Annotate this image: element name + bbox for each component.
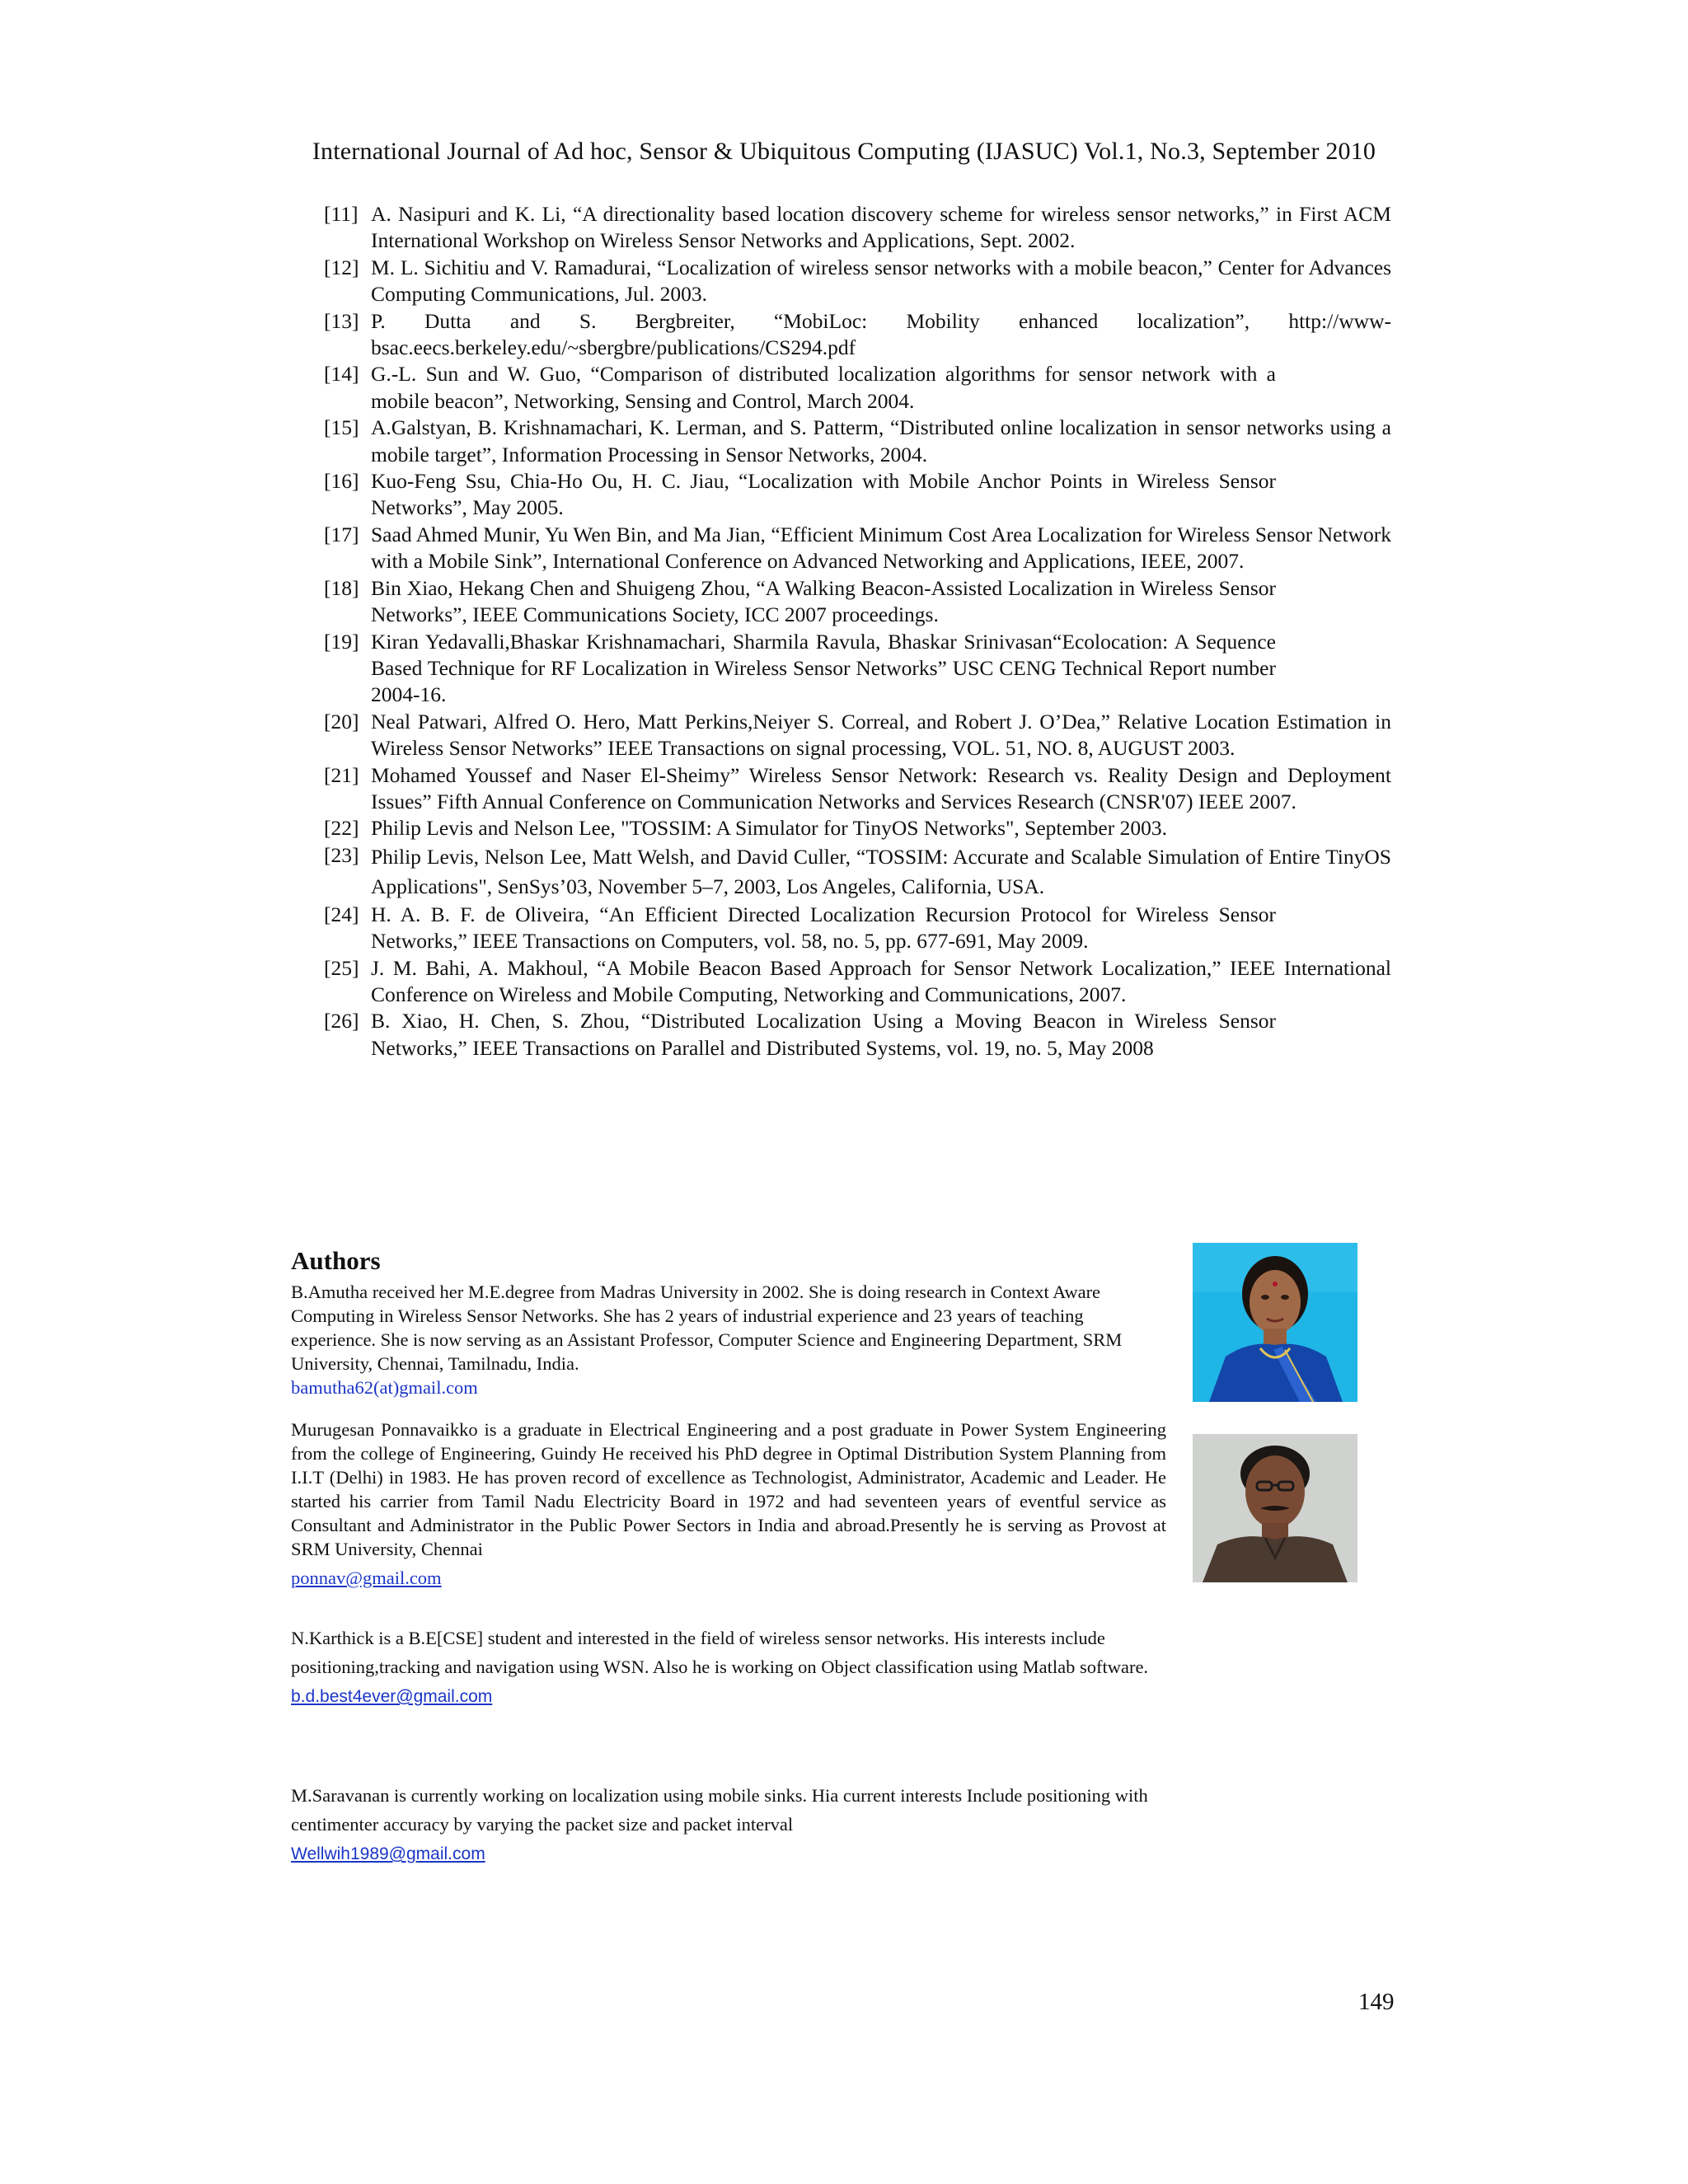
reference-18: [324, 575, 1391, 629]
reference-text: Philip Levis, Nelson Lee, Matt Welsh, and David Culler, “TOSSIM: Accurate and Scalable Simulation of Entire TinyOS Applications", SenSys’03, November 5–7, 2003, Los Angeles, California, USA.: [371, 844, 1391, 898]
reference-number: [26]: [324, 1009, 359, 1033]
reference-number: [13]: [324, 308, 359, 333]
reference-text: H. A. B. F. de Oliveira, “An Efficient Directed Localization Recursion Protocol for Wireless Sensor Networks,” IEEE Transactions on Computers, vol. 58, no. 5, pp. 677-691, May 2009.: [371, 902, 1276, 954]
reference-number: [12]: [324, 255, 359, 279]
author-photo-amutha: [1193, 1243, 1357, 1402]
reference-text: Mohamed Youssef and Naser El-Sheimy” Wireless Sensor Network: Research vs. Reality Design and Deployment Issues” Fifth Annual Conference on Communication Networks and Services Research (CNSR'07) IEEE 2007.: [371, 762, 1391, 813]
author-bio-text: N.Karthick is a B.E[CSE] student and interested in the field of wireless sensor networks. His interests include positioning,tracking and navigation using WSN. Also he is working on Object classification using Matlab software.: [291, 1628, 1149, 1677]
reference-number: [17]: [324, 522, 359, 546]
reference-number: [24]: [324, 902, 359, 926]
reference-text: P. Dutta and S. Bergbreiter, “MobiLoc: Mobility enhanced localization”, http://www-bsac.eecs.berkeley.edu/~sbergbre/publications/CS294.pdf: [371, 308, 1391, 360]
reference-text: G.-L. Sun and W. Guo, “Comparison of distributed localization algorithms for sensor network with a mobile beacon”, Networking, Sensing and Control, March 2004.: [371, 362, 1276, 413]
reference-text: Bin Xiao, Hekang Chen and Shuigeng Zhou, “A Walking Beacon-Assisted Localization in Wireless Sensor Networks”, IEEE Communications Society, ICC 2007 proceedings.: [371, 575, 1276, 627]
reference-number: [21]: [324, 762, 359, 787]
reference-number: [19]: [324, 629, 359, 654]
reference-number: [23]: [324, 842, 359, 867]
reference-text: A. Nasipuri and K. Li, “A directionality based location discovery scheme for wireless sensor networks,” in First ACM International Workshop on Wireless Sensor Networks and Applications, Sept. 2002.: [371, 202, 1391, 253]
author-bio-saravanan: [291, 1781, 1214, 1868]
reference-number: [22]: [324, 816, 359, 841]
reference-16: [324, 468, 1391, 522]
reference-12: [324, 255, 1391, 308]
page-number: 149: [1358, 1989, 1395, 2015]
reference-11: [324, 201, 1391, 255]
reference-22: [324, 815, 1391, 841]
author-email[interactable]: b.d.best4ever@gmail.com: [291, 1687, 493, 1706]
reference-19: [324, 629, 1391, 709]
author-bio-text: B.Amutha received her M.E.degree from Madras University in 2002. She is doing research in Context Aware Computing in Wireless Sensor Networks. She has 2 years of industrial experience and 23 years of teaching experience. She is now serving as an Assistant Professor, Computer Science and Engineering Department, SRM University, Chennai, Tamilnadu, India.: [291, 1282, 1123, 1374]
portrait-man-icon: [1193, 1434, 1357, 1582]
reference-number: [11]: [324, 202, 359, 226]
author-email[interactable]: Wellwih1989@gmail.com: [291, 1844, 485, 1863]
author-bio-text: Murugesan Ponnavaikko is a graduate in Electrical Engineering and a post graduate in Power System Engineering from the college of Engineering, Guindy He received his PhD degree in Optimal Distribution System Planning from I.I.T (Delhi) in 1983. He has proven record of excellence as Technologist, Administrator, Academic and Leader. He started his carrier from Tamil Nadu Electricity Board in 1972 and had seventeen years of eventful service as Consultant and Administrator in the Public Power Sectors in India and abroad.Presently he is serving as Provost at SRM University, Chennai: [291, 1419, 1166, 1559]
reference-24: [324, 902, 1391, 955]
reference-13: [324, 308, 1391, 362]
author-bio-text: M.Saravanan is currently working on localization using mobile sinks. Hia current interests Include positioning with centimenter accuracy by varying the packet size and packet interval: [291, 1785, 1148, 1835]
running-header: International Journal of Ad hoc, Sensor & Ubiquitous Computing (IJASUC) Vol.1, No.3, September 2010: [312, 138, 1376, 165]
reference-25: [324, 955, 1391, 1009]
reference-number: [14]: [324, 362, 359, 387]
reference-number: [25]: [324, 955, 359, 980]
reference-text: Philip Levis and Nelson Lee, "TOSSIM: A Simulator for TinyOS Networks", September 2003.: [371, 816, 1167, 841]
reference-number: [15]: [324, 415, 359, 440]
reference-text: Saad Ahmed Munir, Yu Wen Bin, and Ma Jian, “Efficient Minimum Cost Area Localization for Wireless Sensor Network with a Mobile Sink”, International Conference on Advanced Networking and Applications, IEEE, 2007.: [371, 522, 1391, 574]
reference-15: [324, 415, 1391, 468]
authors-heading: Authors: [291, 1246, 381, 1275]
reference-number: [18]: [324, 575, 359, 600]
reference-text: B. Xiao, H. Chen, S. Zhou, “Distributed Localization Using a Moving Beacon in Wireless Sensor Networks,” IEEE Transactions on Parallel and Distributed Systems, vol. 19, no. 5, May 2008: [371, 1009, 1276, 1060]
reference-text: J. M. Bahi, A. Makhoul, “A Mobile Beacon Based Approach for Sensor Network Localization,” IEEE International Conference on Wireless and Mobile Computing, Networking and Communications, 2007.: [371, 955, 1391, 1006]
reference-list: [324, 201, 1391, 1062]
author-email[interactable]: bamutha62(at)gmail.com: [291, 1377, 478, 1398]
author-bio-ponnavaikko: [291, 1418, 1166, 1590]
reference-number: [16]: [324, 469, 359, 494]
author-bio-karthick: [291, 1624, 1189, 1711]
reference-text: A.Galstyan, B. Krishnamachari, K. Lerman, and S. Patterm, “Distributed online localization in sensor networks using a mobile target”, Information Processing in Sensor Networks, 2004.: [371, 415, 1391, 466]
portrait-woman-icon: [1193, 1243, 1357, 1402]
reference-20: [324, 709, 1391, 762]
reference-17: [324, 522, 1391, 575]
reference-23: [324, 842, 1391, 902]
reference-text: M. L. Sichitiu and V. Ramadurai, “Localization of wireless sensor networks with a mobile beacon,” Center for Advances Computing Communications, Jul. 2003.: [371, 255, 1391, 307]
reference-26: [324, 1008, 1391, 1062]
reference-text: Neal Patwari, Alfred O. Hero, Matt Perkins,Neiyer S. Correal, and Robert J. O’Dea,” Relative Location Estimation in Wireless Sensor Networks” IEEE Transactions on signal processing, VOL. 51, NO. 8, AUGUST 2003.: [371, 709, 1391, 761]
reference-number: [20]: [324, 709, 359, 733]
author-email[interactable]: ponnav@gmail.com: [291, 1568, 442, 1588]
reference-text: Kuo-Feng Ssu, Chia-Ho Ou, H. C. Jiau, “Localization with Mobile Anchor Points in Wireless Sensor Networks”, May 2005.: [371, 469, 1276, 520]
reference-21: [324, 762, 1391, 816]
author-photo-ponnavaikko: [1193, 1434, 1357, 1582]
author-bio-amutha: [291, 1280, 1165, 1399]
reference-text: Kiran Yedavalli,Bhaskar Krishnamachari, Sharmila Ravula, Bhaskar Srinivasan“Ecolocation: A Sequence Based Technique for RF Localization in Wireless Sensor Networks” USC CENG Technical Report number 2004-16.: [371, 629, 1276, 707]
reference-14: [324, 361, 1391, 415]
